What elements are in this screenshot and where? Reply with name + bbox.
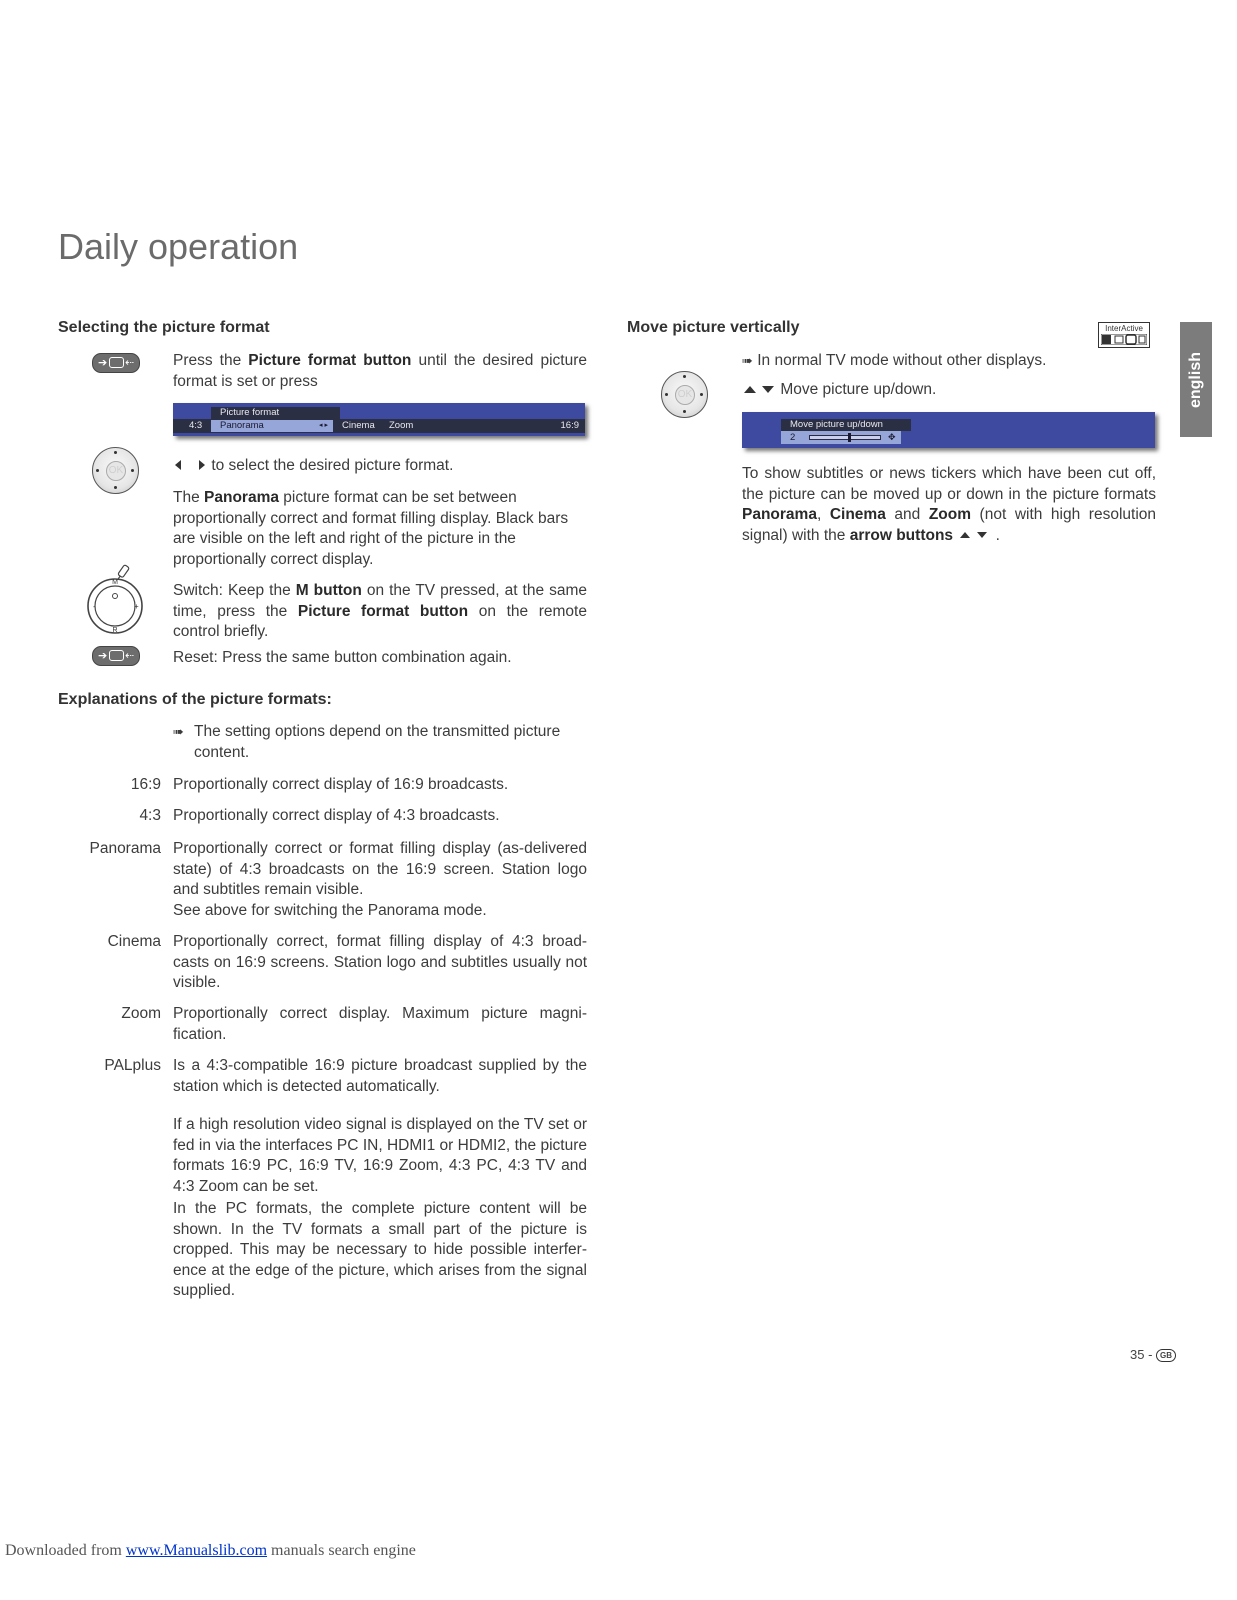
menu-left-value: 4:3 bbox=[189, 420, 203, 431]
menu-title: Picture format bbox=[211, 407, 340, 419]
move-icon: ✥ bbox=[888, 432, 896, 442]
format-description: Proportionally correct display. Maximum picture magni-fication. bbox=[173, 1005, 587, 1043]
download-footer: Downloaded from www.Manualslib.com manuals search engine bbox=[5, 1542, 416, 1559]
svg-text:R: R bbox=[112, 627, 118, 634]
format-description: Proportionally correct or format filling display (as-delivered state) of 4:3 broadcasts on the 16:9 screen. Station logo and subtitles remain visible. See above for switching the Panorama mode. bbox=[173, 840, 587, 919]
slider-knob bbox=[848, 433, 851, 442]
note-line: ➠ The setting options depend on the transmitted picture content. bbox=[173, 723, 561, 761]
section-heading-picture-format: Selecting the picture format bbox=[58, 319, 270, 336]
format-description: Proportionally correct display of 16:9 broadcasts. bbox=[173, 776, 509, 793]
interactive-badge: InterActive bbox=[1098, 322, 1150, 348]
menu-option-zoom: Zoom bbox=[389, 420, 414, 431]
menu-left-right-arrows-icon: ◂ ▸ bbox=[319, 422, 328, 429]
format-description: Proportionally correct display of 4:3 broadcasts. bbox=[173, 807, 500, 824]
reset-instructions: Reset: Press the same button combination again. bbox=[173, 649, 512, 666]
svg-text:M: M bbox=[112, 579, 118, 586]
language-tab-label: english bbox=[1187, 351, 1204, 408]
format-description: Is a 4:3-compatible 16:9 picture broadcast supplied by the station which is detected automatically. bbox=[173, 1057, 587, 1095]
manualslib-link[interactable]: www.Manualslib.com bbox=[125, 1542, 268, 1559]
menu-title: Move picture up/down bbox=[781, 419, 911, 431]
svg-text:+: + bbox=[134, 602, 139, 611]
format-term: Cinema bbox=[107, 933, 161, 950]
intro-text: Press the Picture format button until the desired picture format is set or press bbox=[173, 352, 587, 390]
slider-value: 2 bbox=[790, 432, 796, 443]
format-term: 4:3 bbox=[139, 807, 161, 824]
move-picture-menu bbox=[742, 412, 1155, 448]
format-term: PALplus bbox=[104, 1057, 161, 1074]
section-heading-explanations: Explanations of the picture formats: bbox=[58, 691, 332, 708]
ok-wheel-icon: OK bbox=[92, 447, 139, 494]
picture-format-menu bbox=[173, 403, 585, 436]
format-term: Zoom bbox=[121, 1005, 161, 1022]
ok-wheel-icon: OK bbox=[661, 371, 708, 418]
country-badge: GB bbox=[1156, 1349, 1176, 1362]
picture-format-button-icon: ➔ ⇠ bbox=[92, 353, 140, 373]
interactive-remote-icon bbox=[1101, 334, 1147, 345]
up-down-arrows-icon bbox=[957, 530, 991, 540]
svg-text:-: - bbox=[93, 602, 96, 611]
page-title: Daily operation bbox=[58, 226, 299, 267]
arrow-note-icon: ➠ bbox=[742, 353, 753, 368]
format-term: Panorama bbox=[89, 840, 161, 857]
page-number: 35 - GB bbox=[1130, 1347, 1176, 1362]
hires-paragraph-2: In the PC formats, the complete picture content will be shown. In the TV formats a small part of the picture is cropped. This may be necessary to hide possible interfer-ence at the edge of the picture, which arises from the signal supplied. bbox=[173, 1200, 587, 1299]
language-tab bbox=[1180, 322, 1212, 437]
arrow-note-icon: ➠ bbox=[173, 724, 184, 739]
normal-mode-note: ➠ In normal TV mode without other displays. bbox=[742, 352, 1047, 369]
tv-control-ring-icon bbox=[86, 564, 144, 636]
menu-selected-option: Panorama ◂ ▸ bbox=[211, 420, 333, 432]
arrows-select-line: to select the desired picture format. bbox=[173, 456, 453, 477]
move-picture-slider-row bbox=[781, 431, 901, 444]
slider-track bbox=[809, 435, 881, 440]
up-down-line: Move picture up/down. bbox=[742, 380, 936, 401]
menu-option-cinema: Cinema bbox=[342, 420, 375, 431]
move-picture-paragraph: To show subtitles or news tickers which have been cut off, the picture can be moved up or down in the picture formats Panorama, Cinema and Zoom (not with high resolution signal) with the arrow buttons . bbox=[742, 465, 1157, 544]
left-right-arrows-icon bbox=[173, 459, 207, 471]
format-description: Proportionally correct, format filling display of 4:3 broad-casts on 16:9 screens. Station logo and subtitles usually not visible. bbox=[173, 933, 587, 991]
section-heading-move-picture: Move picture vertically bbox=[627, 319, 800, 336]
format-term: 16:9 bbox=[130, 776, 161, 793]
switch-instructions: Switch: Keep the M button on the TV pressed, at the same time, press the Picture format button on the remote control briefly. bbox=[173, 582, 587, 640]
panorama-description: The Panorama picture format can be set between proportionally correct and format filling display. Black bars are visible on the left and right of the picture in the proportionally correct display. bbox=[173, 489, 569, 568]
menu-right-value: 16:9 bbox=[560, 420, 579, 431]
up-down-arrows-icon bbox=[742, 383, 776, 395]
hires-paragraph-1: If a high resolution video signal is displayed on the TV set or fed in via the interfaces PC IN, HDMI1 or HDMI2, the picture formats 16:9 PC, 16:9 TV, 16:9 Zoom, 4:3 PC, 4:3 TV and 4:3 Zoom can be set. bbox=[173, 1116, 587, 1195]
picture-format-button-icon-2: ➔ ⇠ bbox=[92, 646, 140, 666]
